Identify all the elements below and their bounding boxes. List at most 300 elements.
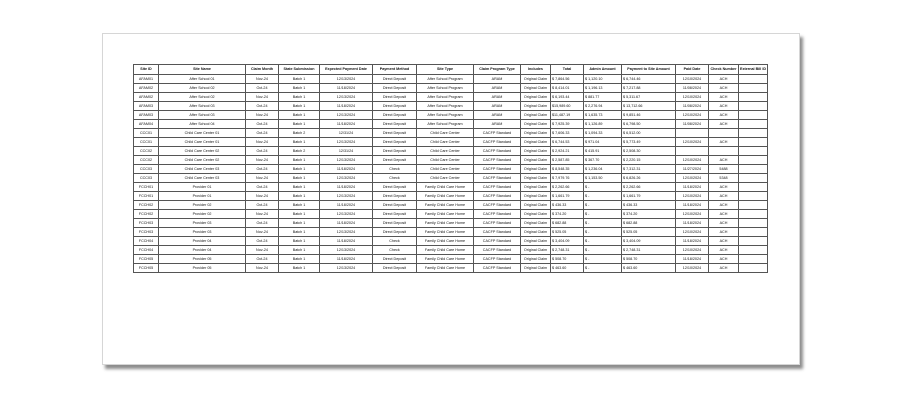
table-cell: Direct Deposit bbox=[373, 156, 417, 165]
table-cell bbox=[739, 111, 768, 120]
table-cell: ARAM bbox=[474, 111, 521, 120]
table-cell: $ - bbox=[584, 210, 622, 219]
table-cell: 12/10/2024 bbox=[676, 192, 709, 201]
table-cell: $15,989.60 bbox=[551, 102, 584, 111]
table-cell: $ - bbox=[584, 237, 622, 246]
table-cell: $ 1,635.73 bbox=[584, 111, 622, 120]
table-cell bbox=[739, 174, 768, 183]
spreadsheet-page bbox=[102, 33, 800, 365]
table-cell: Nov-24 bbox=[246, 228, 279, 237]
column-header: Claim Month bbox=[246, 65, 279, 75]
column-header: Check Number bbox=[709, 65, 739, 75]
table-cell: Batch 1 bbox=[279, 255, 320, 264]
table-cell: AFAM03 bbox=[134, 111, 159, 120]
table-cell: $ 2,220.15 bbox=[622, 156, 676, 165]
table-cell bbox=[739, 84, 768, 93]
table-cell: Original Claim bbox=[521, 156, 551, 165]
table-cell: 12/10/2024 bbox=[676, 138, 709, 147]
table-cell: $ - bbox=[584, 255, 622, 264]
table-cell: $ - bbox=[584, 228, 622, 237]
table-row bbox=[134, 93, 768, 102]
table-cell: $ 5,773.49 bbox=[622, 138, 676, 147]
column-header: Includes bbox=[521, 65, 551, 75]
table-cell: FCCH03 bbox=[134, 219, 159, 228]
table-cell: Check bbox=[373, 174, 417, 183]
table-cell: Original Claim bbox=[521, 183, 551, 192]
table-cell: $ 463.60 bbox=[622, 264, 676, 273]
table-cell: $ 7,925.39 bbox=[551, 120, 584, 129]
table-cell: After School Program bbox=[417, 93, 474, 102]
table-cell: Family Child Care Home bbox=[417, 201, 474, 210]
table-cell: AFAM04 bbox=[134, 120, 159, 129]
table-cell: FCCH04 bbox=[134, 237, 159, 246]
table-cell bbox=[739, 120, 768, 129]
table-cell: CACFP Standard bbox=[474, 219, 521, 228]
table-cell bbox=[709, 147, 739, 156]
table-cell: Direct Deposit bbox=[373, 84, 417, 93]
table-cell: $ - bbox=[584, 264, 622, 273]
column-header: Total bbox=[551, 65, 584, 75]
table-cell: After School Program bbox=[417, 75, 474, 84]
table-cell: CACFP Standard bbox=[474, 201, 521, 210]
table-cell: Child Care Center bbox=[417, 129, 474, 138]
table-cell: Child Care Center bbox=[417, 174, 474, 183]
table-cell: $ 436.33 bbox=[551, 201, 584, 210]
table-cell: Provider 03 bbox=[159, 219, 246, 228]
table-cell: $ - bbox=[584, 192, 622, 201]
table-cell: Original Claim bbox=[521, 102, 551, 111]
table-cell: CCC01 bbox=[134, 129, 159, 138]
table-cell: 12/10/2024 bbox=[676, 93, 709, 102]
table-cell bbox=[739, 210, 768, 219]
table-cell: Batch 1 bbox=[279, 156, 320, 165]
table-cell: 11/18/2024 bbox=[320, 120, 373, 129]
table-cell: Batch 1 bbox=[279, 210, 320, 219]
column-header: Payment Method bbox=[373, 65, 417, 75]
table-cell bbox=[739, 156, 768, 165]
table-cell: Nov-24 bbox=[246, 174, 279, 183]
table-cell: 12/13/2024 bbox=[320, 246, 373, 255]
table-cell: Direct Deposit bbox=[373, 75, 417, 84]
table-cell: $ 367.70 bbox=[584, 156, 622, 165]
table-cell: Batch 1 bbox=[279, 174, 320, 183]
table-cell: CCC03 bbox=[134, 174, 159, 183]
table-cell: $ 8,548.35 bbox=[551, 165, 584, 174]
table-cell: $ 6,798.50 bbox=[622, 120, 676, 129]
table-cell: $ 2,587.85 bbox=[551, 156, 584, 165]
table-cell: Direct Deposit bbox=[373, 228, 417, 237]
table-cell: Family Child Care Home bbox=[417, 219, 474, 228]
table-cell: ACH bbox=[709, 156, 739, 165]
table-cell: Original Claim bbox=[521, 84, 551, 93]
table-cell bbox=[739, 147, 768, 156]
table-cell: Direct Deposit bbox=[373, 93, 417, 102]
table-cell: Nov-24 bbox=[246, 192, 279, 201]
table-cell: 11/18/2024 bbox=[676, 255, 709, 264]
table-row bbox=[134, 138, 768, 147]
table-cell: $ 3,404.09 bbox=[551, 237, 584, 246]
table-cell: Original Claim bbox=[521, 120, 551, 129]
table-cell: 11/27/2024 bbox=[676, 165, 709, 174]
table-cell bbox=[709, 129, 739, 138]
table-cell: Batch 1 bbox=[279, 138, 320, 147]
table-cell: FCCH03 bbox=[134, 228, 159, 237]
table-cell: $ 2,262.66 bbox=[551, 183, 584, 192]
table-row bbox=[134, 192, 768, 201]
table-cell: 11/18/2024 bbox=[320, 102, 373, 111]
table-cell: $ 508.70 bbox=[622, 255, 676, 264]
table-cell: 12/31/24 bbox=[320, 147, 373, 156]
table-cell: Oct-24 bbox=[246, 183, 279, 192]
table-cell: Original Claim bbox=[521, 192, 551, 201]
table-cell: $ 2,508.30 bbox=[622, 147, 676, 156]
table-cell: $ 1,661.79 bbox=[622, 192, 676, 201]
table-cell: ACH bbox=[709, 111, 739, 120]
table-cell: Oct-24 bbox=[246, 237, 279, 246]
table-cell: 12/10/2024 bbox=[676, 174, 709, 183]
table-cell: $ 6,193.44 bbox=[551, 93, 584, 102]
table-cell bbox=[739, 237, 768, 246]
table-cell: Direct Deposit bbox=[373, 219, 417, 228]
table-cell: Child Care Center 03 bbox=[159, 174, 246, 183]
table-cell: $ 6,744.53 bbox=[551, 138, 584, 147]
table-row bbox=[134, 75, 768, 84]
table-cell: 12/13/2024 bbox=[320, 93, 373, 102]
table-cell bbox=[676, 129, 709, 138]
table-cell: Original Claim bbox=[521, 165, 551, 174]
table-cell: Family Child Care Home bbox=[417, 237, 474, 246]
table-cell: 11/18/2024 bbox=[676, 237, 709, 246]
table-cell: ARAM bbox=[474, 120, 521, 129]
table-cell: Original Claim bbox=[521, 111, 551, 120]
table-cell: 11/18/2024 bbox=[320, 84, 373, 93]
table-cell: CCC02 bbox=[134, 147, 159, 156]
table-cell: 11/18/2024 bbox=[320, 237, 373, 246]
table-cell: $ 525.05 bbox=[622, 228, 676, 237]
table-cell: Oct-24 bbox=[246, 165, 279, 174]
table-cell: $ 2,748.31 bbox=[551, 246, 584, 255]
table-cell: FCCH02 bbox=[134, 201, 159, 210]
table-cell: 12/10/2024 bbox=[676, 111, 709, 120]
table-cell: $ 2,262.66 bbox=[622, 183, 676, 192]
table-cell bbox=[739, 264, 768, 273]
table-cell: Child Care Center 01 bbox=[159, 129, 246, 138]
table-cell: Original Claim bbox=[521, 255, 551, 264]
table-cell: CCC02 bbox=[134, 156, 159, 165]
table-cell: ACH bbox=[709, 219, 739, 228]
table-cell: Direct Deposit bbox=[373, 192, 417, 201]
table-cell bbox=[676, 147, 709, 156]
table-cell: Child Care Center 02 bbox=[159, 156, 246, 165]
table-cell: Nov-24 bbox=[246, 93, 279, 102]
table-cell: ACH bbox=[709, 228, 739, 237]
table-cell bbox=[739, 93, 768, 102]
table-row bbox=[134, 201, 768, 210]
table-cell: 12/10/2024 bbox=[676, 246, 709, 255]
table-cell: Original Claim bbox=[521, 138, 551, 147]
table-cell: Original Claim bbox=[521, 75, 551, 84]
table-cell: $ 415.91 bbox=[584, 147, 622, 156]
table-row bbox=[134, 120, 768, 129]
table-cell bbox=[739, 192, 768, 201]
table-cell: Batch 1 bbox=[279, 246, 320, 255]
table-cell: Direct Deposit bbox=[373, 147, 417, 156]
table-cell: $ 881.77 bbox=[584, 93, 622, 102]
table-cell: 12/13/2024 bbox=[320, 156, 373, 165]
table-cell: Check bbox=[373, 246, 417, 255]
table-cell: $ 1,153.50 bbox=[584, 174, 622, 183]
table-cell: Original Claim bbox=[521, 93, 551, 102]
table-cell: 12/10/2024 bbox=[676, 210, 709, 219]
table-cell: ARAM bbox=[474, 102, 521, 111]
table-cell: ARAM bbox=[474, 84, 521, 93]
table-cell: Child Care Center 01 bbox=[159, 138, 246, 147]
table-cell: FCCH05 bbox=[134, 255, 159, 264]
table-cell: Family Child Care Home bbox=[417, 264, 474, 273]
table-cell: Family Child Care Home bbox=[417, 255, 474, 264]
column-header: Payment to Site Amount bbox=[622, 65, 676, 75]
table-cell: FCCH01 bbox=[134, 192, 159, 201]
table-row bbox=[134, 183, 768, 192]
table-cell: Provider 02 bbox=[159, 201, 246, 210]
table-row bbox=[134, 228, 768, 237]
table-cell: Oct-24 bbox=[246, 129, 279, 138]
table-cell: $ - bbox=[584, 219, 622, 228]
table-row bbox=[134, 111, 768, 120]
table-cell: $ 8,414.01 bbox=[551, 84, 584, 93]
table-cell: 12/13/2024 bbox=[320, 138, 373, 147]
table-cell: Child Care Center 03 bbox=[159, 165, 246, 174]
table-cell: Batch 1 bbox=[279, 237, 320, 246]
table-cell: Nov-24 bbox=[246, 264, 279, 273]
table-row bbox=[134, 264, 768, 273]
table-cell: 12/10/2024 bbox=[676, 264, 709, 273]
table-cell: Child Care Center bbox=[417, 156, 474, 165]
table-cell: $ 374.20 bbox=[551, 210, 584, 219]
table-cell: FCCH02 bbox=[134, 210, 159, 219]
table-cell: Direct Deposit bbox=[373, 201, 417, 210]
table-cell: Child Care Center bbox=[417, 147, 474, 156]
table-cell: Batch 1 bbox=[279, 120, 320, 129]
table-row bbox=[134, 165, 768, 174]
table-cell: 12/10/2024 bbox=[676, 228, 709, 237]
table-row bbox=[134, 102, 768, 111]
table-cell: $ 374.20 bbox=[622, 210, 676, 219]
table-row bbox=[134, 129, 768, 138]
table-cell: After School 02 bbox=[159, 84, 246, 93]
table-cell: CACFP Standard bbox=[474, 237, 521, 246]
table-cell bbox=[739, 75, 768, 84]
table-cell: Original Claim bbox=[521, 228, 551, 237]
table-cell: Provider 05 bbox=[159, 255, 246, 264]
table-cell: 12/13/2024 bbox=[320, 264, 373, 273]
table-cell: CACFP Standard bbox=[474, 129, 521, 138]
table-cell: Batch 1 bbox=[279, 228, 320, 237]
table-cell: $ 971.04 bbox=[584, 138, 622, 147]
table-cell: 12/13/2024 bbox=[320, 210, 373, 219]
table-cell: Oct-24 bbox=[246, 219, 279, 228]
table-cell: ACH bbox=[709, 93, 739, 102]
table-cell: Child Care Center bbox=[417, 165, 474, 174]
table-cell: $ 1,661.79 bbox=[551, 192, 584, 201]
table-cell bbox=[739, 165, 768, 174]
table-cell: Original Claim bbox=[521, 219, 551, 228]
table-cell: CACFP Standard bbox=[474, 183, 521, 192]
table-cell: After School 03 bbox=[159, 102, 246, 111]
table-cell: 5348 bbox=[709, 174, 739, 183]
table-cell: Oct-24 bbox=[246, 255, 279, 264]
table-row bbox=[134, 147, 768, 156]
table-cell: $ 6,512.00 bbox=[622, 129, 676, 138]
table-cell bbox=[739, 129, 768, 138]
table-cell bbox=[739, 102, 768, 111]
table-cell: 12/10/2024 bbox=[676, 75, 709, 84]
table-cell: ACH bbox=[709, 84, 739, 93]
table-cell: After School Program bbox=[417, 120, 474, 129]
table-cell: 12/13/2024 bbox=[320, 75, 373, 84]
table-cell: $11,487.19 bbox=[551, 111, 584, 120]
table-cell bbox=[739, 201, 768, 210]
table-cell: CACFP Standard bbox=[474, 165, 521, 174]
table-cell: 12/13/2024 bbox=[320, 192, 373, 201]
table-cell: Check bbox=[373, 165, 417, 174]
table-cell: CACFP Standard bbox=[474, 174, 521, 183]
table-cell: Family Child Care Home bbox=[417, 228, 474, 237]
table-cell: ACH bbox=[709, 210, 739, 219]
table-cell: Batch 1 bbox=[279, 75, 320, 84]
table-cell: ACH bbox=[709, 138, 739, 147]
table-cell: AFAM01 bbox=[134, 75, 159, 84]
table-cell: ACH bbox=[709, 246, 739, 255]
table-cell: 11/18/2024 bbox=[320, 255, 373, 264]
table-cell: $ - bbox=[584, 246, 622, 255]
table-cell: Provider 04 bbox=[159, 237, 246, 246]
table-cell: CACFP Standard bbox=[474, 255, 521, 264]
table-cell: $ 7,979.76 bbox=[551, 174, 584, 183]
table-cell: $ 1,236.04 bbox=[584, 165, 622, 174]
table-cell: Nov-24 bbox=[246, 138, 279, 147]
column-header: Expected Payment Date bbox=[320, 65, 373, 75]
table-cell: Provider 02 bbox=[159, 210, 246, 219]
table-cell: Nov-24 bbox=[246, 210, 279, 219]
table-cell: 12/13/2024 bbox=[320, 228, 373, 237]
column-header: Site Type bbox=[417, 65, 474, 75]
table-cell: ACH bbox=[709, 120, 739, 129]
table-cell: Check bbox=[373, 237, 417, 246]
table-cell: AFAM03 bbox=[134, 102, 159, 111]
table-cell: $ 1,126.89 bbox=[584, 120, 622, 129]
table-cell: Batch 1 bbox=[279, 264, 320, 273]
table-cell: 5488 bbox=[709, 165, 739, 174]
table-cell: CACFP Standard bbox=[474, 228, 521, 237]
table-cell: Batch 1 bbox=[279, 219, 320, 228]
table-row bbox=[134, 84, 768, 93]
table-cell: Nov-24 bbox=[246, 246, 279, 255]
table-cell: After School 04 bbox=[159, 120, 246, 129]
table-cell bbox=[739, 138, 768, 147]
table-cell: Oct-24 bbox=[246, 201, 279, 210]
table-row bbox=[134, 255, 768, 264]
table-cell: CACFP Standard bbox=[474, 210, 521, 219]
table-cell: Batch 1 bbox=[279, 84, 320, 93]
table-cell: Provider 05 bbox=[159, 264, 246, 273]
table-cell: Provider 03 bbox=[159, 228, 246, 237]
table-row bbox=[134, 156, 768, 165]
table-cell: Direct Deposit bbox=[373, 138, 417, 147]
header-row bbox=[134, 65, 768, 75]
table-cell: AFAM02 bbox=[134, 84, 159, 93]
table-cell: $ 525.05 bbox=[551, 228, 584, 237]
table-cell: After School 03 bbox=[159, 111, 246, 120]
table-cell: FCCH04 bbox=[134, 246, 159, 255]
table-cell bbox=[739, 255, 768, 264]
table-cell: Batch 2 bbox=[279, 147, 320, 156]
table-cell: Nov-24 bbox=[246, 75, 279, 84]
table-cell: 11/18/2024 bbox=[320, 219, 373, 228]
table-cell: $ 7,312.31 bbox=[622, 165, 676, 174]
table-cell: Nov-24 bbox=[246, 111, 279, 120]
table-cell: CACFP Standard bbox=[474, 138, 521, 147]
table-cell: Child Care Center bbox=[417, 138, 474, 147]
table-cell: Original Claim bbox=[521, 210, 551, 219]
table-cell bbox=[739, 228, 768, 237]
table-cell: CACFP Standard bbox=[474, 264, 521, 273]
table-cell: ACH bbox=[709, 192, 739, 201]
table-cell: $ 1,094.33 bbox=[584, 129, 622, 138]
table-cell: Direct Deposit bbox=[373, 264, 417, 273]
table-cell: Family Child Care Home bbox=[417, 192, 474, 201]
table-cell: Direct Deposit bbox=[373, 111, 417, 120]
table-cell: FCCH05 bbox=[134, 264, 159, 273]
table-cell: 11/18/2024 bbox=[320, 183, 373, 192]
payments-table bbox=[133, 64, 768, 273]
table-cell: ACH bbox=[709, 264, 739, 273]
table-cell: 12/31/24 bbox=[320, 129, 373, 138]
table-cell: ARAM bbox=[474, 75, 521, 84]
table-cell: $ 436.33 bbox=[622, 201, 676, 210]
table-cell: $ - bbox=[584, 183, 622, 192]
table-cell: $ 7,864.56 bbox=[551, 75, 584, 84]
table-row bbox=[134, 219, 768, 228]
table-cell: Original Claim bbox=[521, 147, 551, 156]
table-cell: Provider 01 bbox=[159, 192, 246, 201]
table-cell: Direct Deposit bbox=[373, 210, 417, 219]
table-cell: $ 5,311.67 bbox=[622, 93, 676, 102]
table-cell: ACH bbox=[709, 201, 739, 210]
table-cell: Original Claim bbox=[521, 264, 551, 273]
table-cell: $ 463.60 bbox=[551, 264, 584, 273]
table-cell: $ 2,748.31 bbox=[622, 246, 676, 255]
table-cell: Batch 1 bbox=[279, 192, 320, 201]
table-cell: Direct Deposit bbox=[373, 183, 417, 192]
table-cell: After School Program bbox=[417, 84, 474, 93]
table-cell: Original Claim bbox=[521, 174, 551, 183]
table-cell: Batch 1 bbox=[279, 201, 320, 210]
table-cell: $ 6,744.46 bbox=[622, 75, 676, 84]
table-cell: Original Claim bbox=[521, 246, 551, 255]
table-cell: Provider 04 bbox=[159, 246, 246, 255]
table-cell: $ - bbox=[584, 201, 622, 210]
table-cell: $ 1,120.10 bbox=[584, 75, 622, 84]
table-cell: 11/18/2024 bbox=[320, 165, 373, 174]
table-cell: CACFP Standard bbox=[474, 156, 521, 165]
table-cell: Oct-24 bbox=[246, 147, 279, 156]
table-cell: Child Care Center 02 bbox=[159, 147, 246, 156]
table-cell: 11/08/2024 bbox=[676, 84, 709, 93]
table-cell: 12/13/2024 bbox=[320, 174, 373, 183]
table-cell: After School 01 bbox=[159, 75, 246, 84]
table-cell: 11/18/2024 bbox=[676, 183, 709, 192]
